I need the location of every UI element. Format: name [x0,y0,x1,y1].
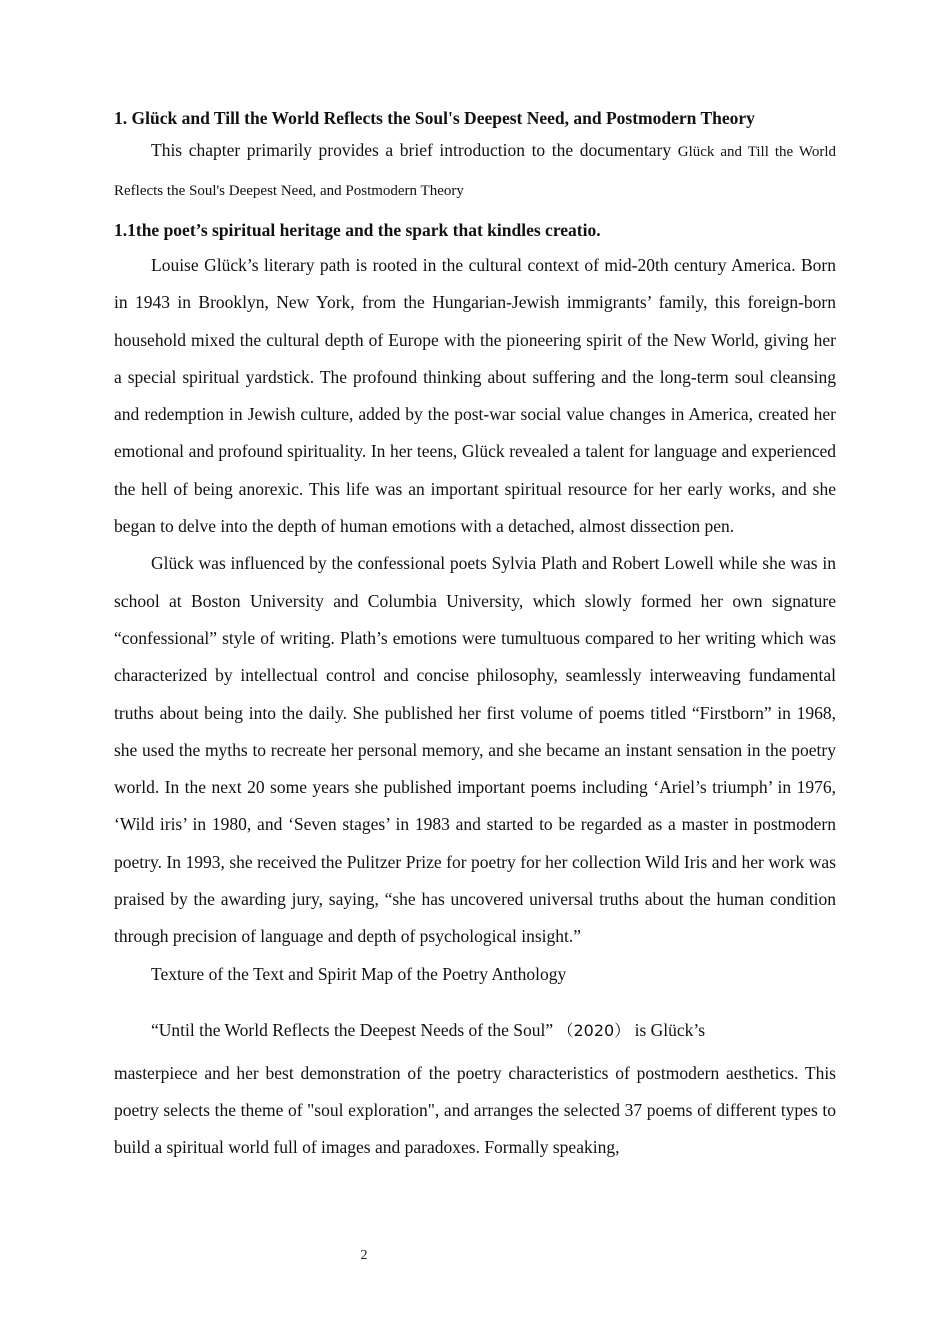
document-page [114,104,836,1167]
body-paragraph-1: Louise Glück’s literary path is rooted in the cultural context of mid-20th century America. Born in 1943 in Brooklyn, New York, from the Hungarian-Jewish immigrants’ family, this foreign-born household mixed the cultural depth of Europe with the pioneering spirit of the New World, giving her a special spiritual yardstick. The profound thinking about suffering and the long-term soul cleansing and redemption in Jewish culture, added by the post-war social value changes in America, created her emotional and profound spirituality. In her teens, Glück revealed a talent for language and experienced the hell of being anorexic. This life was an important spiritual resource for her early works, and she began to delve into the depth of human emotions with a detached, almost dissection pen. [114,255,836,537]
subheading: Texture of the Text and Spirit Map of the Poetry Anthology [151,963,567,984]
intro-title: Glück and Till the World Reflects the Soul's Deepest Need, and Postmodern Theory [114,144,837,199]
chapter-intro [114,132,836,210]
body-paragraph-3-first-line [114,1006,836,1055]
para3-lead: “Until the World Reflects the Deepest Needs of the Soul” [151,1019,558,1040]
para3-tail: is Glück’s [630,1019,706,1040]
section-heading: 1.1the poet’s spiritual heritage and the spark that kindles creatio. [114,220,601,240]
body-paragraph-3-rest: masterpiece and her best demonstration of the poetry characteristics of postmodern aesthetics. This poetry selects the theme of "soul exploration", and arranges the selected 37 poems of different types to build a spiritual world full of images and paradoxes. Formally speaking, [114,1062,836,1158]
body-paragraph-2: Glück was influenced by the confessional poets Sylvia Plath and Robert Lowell while she was in school at Boston University and Columbia University, which slowly formed her own signature “confessional” style of writing. Plath’s emotions were tumultuous compared to her writing which was characterized by intellectual control and concise philosophy, seamlessly interweaving fundamental truths about being into the daily. She published her first volume of poems titled “Firstborn” in 1968, she used the myths to recreate her personal memory, and she became an instant sensation in the poetry world. In the next 20 some years she published important poems including ‘Ariel’s triumph’ in 1976, ‘Wild iris’ in 1980, and ‘Seven stages’ in 1983 and started to be regarded as a master in postmodern poetry. In 1993, she received the Pulitzer Prize for poetry for her collection Wild Iris and her work was praised by the awarding jury, saying, “she has uncovered universal truths about the human condition through precision of language and depth of psychological insight.” [114,553,836,947]
chapter-heading: 1. Glück and Till the World Reflects the Soul's Deepest Need, and Postmodern Theory [114,108,755,128]
para3-year: （2020） [557,1020,631,1040]
page-number: 2 [360,1248,368,1263]
intro-lead: This chapter primarily provides a brief introduction to the documentary [151,140,678,160]
